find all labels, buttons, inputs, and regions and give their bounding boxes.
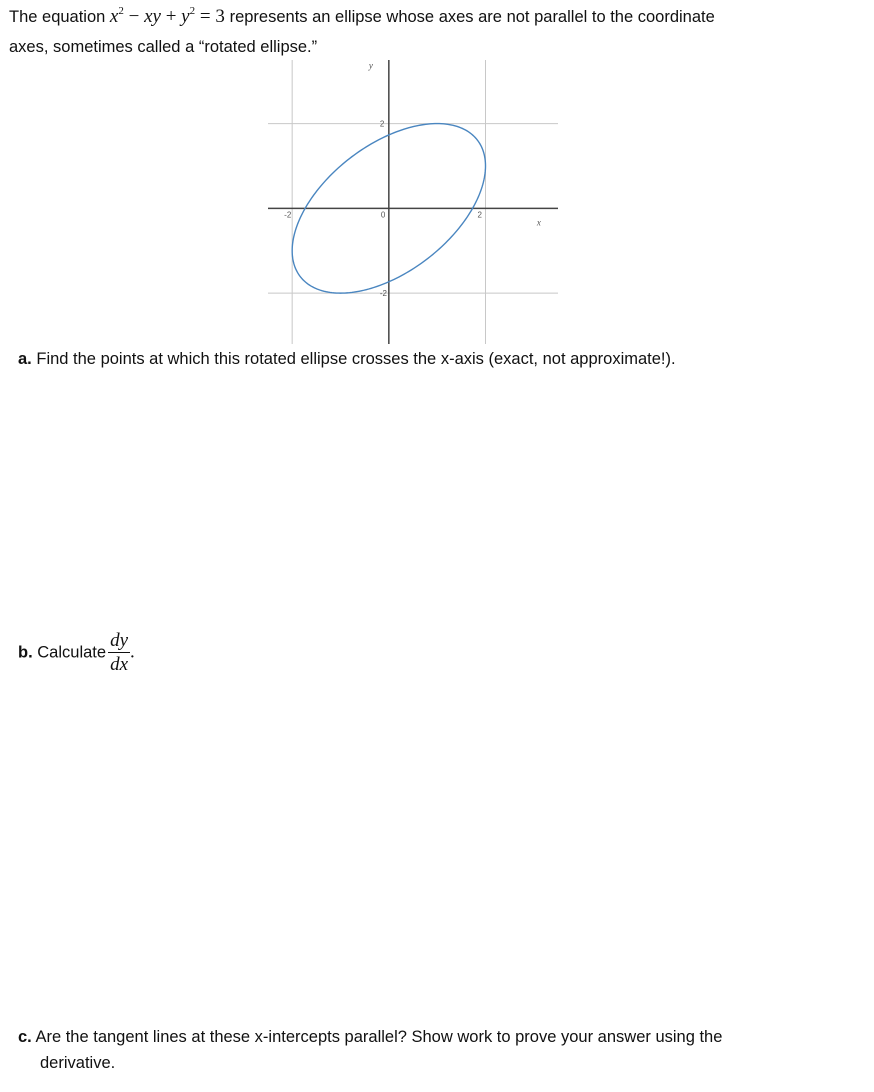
- eq-y: y: [181, 6, 190, 27]
- question-b-letter: b.: [18, 643, 33, 662]
- intro-suffix: represents an ellipse whose axes are not parallel to the coordinate: [229, 8, 715, 26]
- intro-line-2: axes, sometimes called a “rotated ellipse.”: [9, 38, 318, 56]
- question-c-text-1: Are the tangent lines at these x-intercepts parallel? Show work to prove your answer using the: [35, 1028, 723, 1046]
- eq-equals-three: = 3: [195, 6, 225, 27]
- y-tick-label-2: 2: [379, 119, 385, 129]
- x-tick-label-neg2: -2: [284, 210, 292, 220]
- y-tick-label-neg2: -2: [379, 289, 387, 299]
- question-b-period: .: [130, 641, 135, 663]
- derivative-fraction: [108, 630, 130, 675]
- eq-plus: +: [160, 6, 182, 27]
- ellipse-equation: [110, 6, 230, 27]
- eq-x: x: [109, 6, 119, 27]
- question-b: [18, 630, 135, 686]
- fraction-denominator: dx: [110, 654, 128, 675]
- x-tick-label-0: 0: [380, 210, 386, 220]
- graph-grid: [268, 60, 558, 344]
- fraction-numerator: dy: [110, 630, 128, 651]
- question-a-letter: a.: [18, 350, 32, 368]
- x-axis-label: x: [536, 217, 541, 228]
- question-c-line-2: derivative.: [40, 1054, 116, 1072]
- question-a: [18, 348, 676, 370]
- eq-exp-2: 2: [189, 5, 196, 17]
- question-c-letter: c.: [18, 1028, 32, 1046]
- question-b-text: Calculate: [37, 643, 107, 662]
- eq-minus: −: [123, 6, 145, 27]
- eq-exp-1: 2: [118, 5, 124, 17]
- x-tick-label-2: 2: [477, 210, 482, 220]
- question-a-text: Find the points at which this rotated ellipse crosses the x-axis (exact, not approximate!).: [36, 350, 676, 368]
- graph-labels: [284, 60, 541, 298]
- graph-axes: [268, 60, 558, 344]
- intro-prefix: The equation: [9, 8, 106, 26]
- eq-xy: xy: [144, 6, 161, 27]
- ellipse-graph: [268, 60, 558, 344]
- y-axis-label: y: [368, 60, 373, 71]
- intro-line-1: [9, 6, 715, 28]
- question-c-line-1: [18, 1026, 722, 1048]
